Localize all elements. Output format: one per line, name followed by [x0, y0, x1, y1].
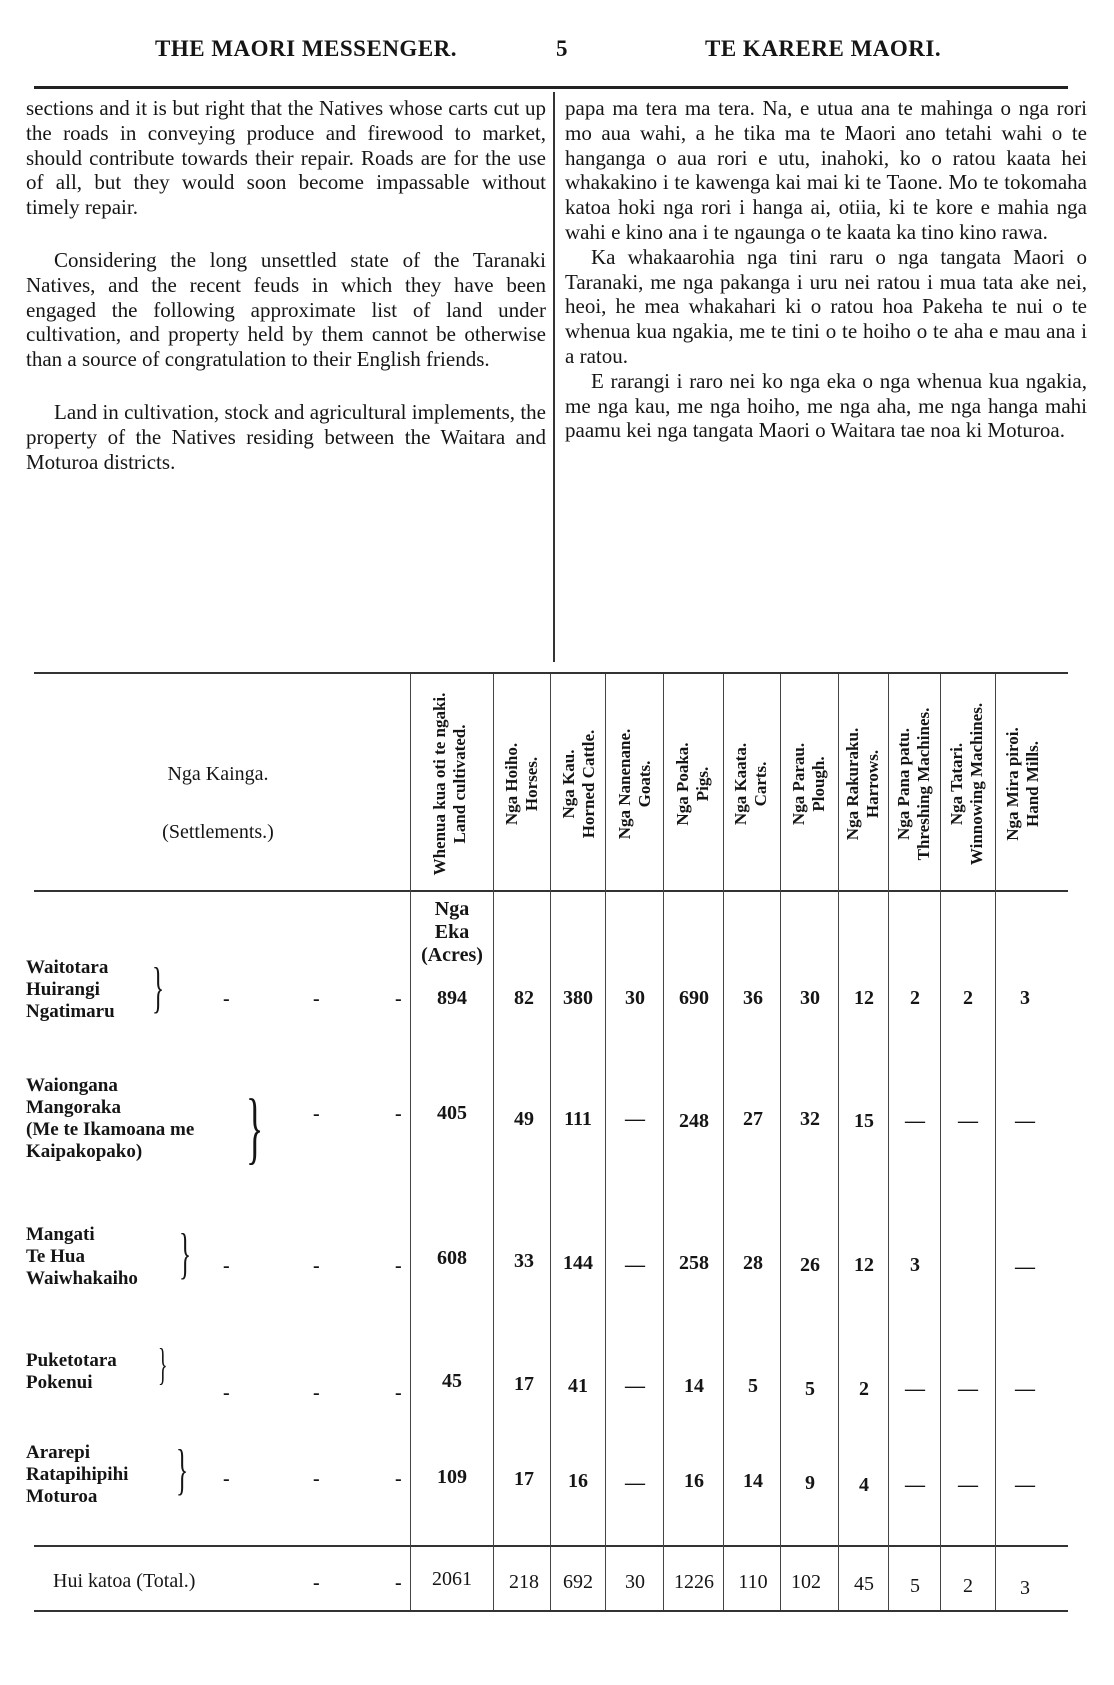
- column-header-english: Winnowing Machines.: [967, 702, 986, 865]
- column-header-maori: Nga Hoiho.: [502, 742, 521, 825]
- cell-threshing: —: [905, 1474, 925, 1496]
- cell-horses: 17: [514, 1468, 534, 1490]
- column-header-winnowing: [940, 686, 994, 881]
- page-number: 5: [556, 36, 568, 61]
- cell-mills: —: [1015, 1256, 1035, 1278]
- total-harrows: 45: [854, 1573, 874, 1595]
- cell-land: 45: [442, 1370, 462, 1392]
- english-paragraph-3: Land in cultivation, stock and agricultural implements, the property of the Natives residing between the Waitara and Moturoa districts.: [26, 399, 546, 474]
- column-header-maori: Whenua kua oti te ngaki.: [430, 692, 449, 875]
- leader-dash: -: [395, 1382, 402, 1404]
- cell-winnowing: 2: [963, 987, 973, 1009]
- settlement-group-2: [26, 1075, 194, 1163]
- column-header-english: Horned Cattle.: [579, 729, 598, 838]
- leader-dash: -: [223, 1255, 230, 1277]
- leader-dash: -: [313, 1468, 320, 1490]
- total-mills: 3: [1020, 1577, 1030, 1599]
- table-header-rule: [34, 890, 1068, 892]
- cell-pigs: 258: [679, 1252, 709, 1274]
- cell-mills: 3: [1020, 987, 1030, 1009]
- column-header-maori: Nga Nanenane.: [615, 728, 634, 839]
- total-horses: 218: [509, 1571, 539, 1593]
- settlements-header-maori: Nga Kainga.: [167, 763, 269, 785]
- column-header-harrows: [836, 686, 890, 881]
- cell-horses: 82: [514, 987, 534, 1009]
- english-column: [26, 96, 546, 474]
- total-pigs: 1226: [674, 1571, 714, 1593]
- column-header-english: Horses.: [522, 756, 541, 811]
- settlement-name: Ratapihipihi: [26, 1464, 129, 1485]
- header-rule: [34, 86, 1068, 89]
- column-header-mills: [996, 686, 1050, 881]
- total-ploughs: 102: [791, 1571, 821, 1593]
- cell-goats: —: [625, 1472, 645, 1494]
- settlement-name: Huirangi: [26, 979, 100, 1000]
- column-header-cattle: [552, 686, 606, 881]
- brace-icon: }: [176, 1439, 189, 1501]
- column-header-maori: Nga Mira piroi.: [1003, 726, 1022, 841]
- total-carts: 110: [738, 1571, 768, 1593]
- settlement-group-4: [26, 1350, 117, 1394]
- cell-carts: 28: [743, 1252, 763, 1274]
- cell-harrows: 15: [854, 1110, 874, 1132]
- maori-paragraph-2: Ka whakaarohia nga tini raru o nga tangata Maori o Taranaki, me nga pakanga i uru nei ratou i mua tata ake nei, heoi, he mea whakahari ki o ratou hoa Pakeha te nui o te whenua kua ngakia, me te tini o te hoiho o te aha e mau ana i a ratou.: [565, 244, 1087, 368]
- settlement-name: Waiongana: [26, 1075, 118, 1096]
- cell-land: 109: [437, 1466, 467, 1488]
- masthead-english: THE MAORI MESSENGER.: [155, 36, 458, 61]
- column-separator: [553, 92, 555, 662]
- table-top-rule: [34, 672, 1068, 674]
- cell-pigs: 14: [684, 1375, 704, 1397]
- cell-cattle: 16: [568, 1470, 588, 1492]
- unit-english: (Acres): [421, 944, 483, 966]
- leader-dash: -: [313, 1382, 320, 1404]
- leader-dash: -: [313, 988, 320, 1010]
- column-header-english: Harrows.: [863, 749, 882, 818]
- column-header-english: Land cultivated.: [450, 723, 469, 844]
- column-header-english: Plough.: [809, 755, 828, 812]
- cell-mills: —: [1015, 1378, 1035, 1400]
- cell-cattle: 380: [563, 987, 593, 1009]
- leader-dash: -: [313, 1255, 320, 1277]
- unit-maori: Nga: [434, 898, 470, 920]
- settlement-name: Waitotara: [26, 957, 109, 978]
- table-total-rule: [34, 1545, 1068, 1547]
- column-header-english: Threshing Machines.: [914, 707, 933, 860]
- masthead-maori: TE KARERE MAORI.: [705, 36, 942, 61]
- settlement-group-5: [26, 1442, 128, 1508]
- cell-carts: 36: [743, 987, 763, 1009]
- table-column-divider: [410, 674, 411, 1610]
- cell-cattle: 144: [563, 1252, 593, 1274]
- leader-dash: -: [395, 1255, 402, 1277]
- cell-cattle: 111: [564, 1108, 592, 1130]
- settlements-header: [138, 745, 298, 861]
- column-header-maori: Nga Poaka.: [673, 741, 692, 826]
- acres-unit-label: [413, 898, 491, 967]
- cell-goats: 30: [625, 987, 645, 1009]
- cell-ploughs: 30: [800, 987, 820, 1009]
- cell-threshing: —: [905, 1110, 925, 1132]
- cell-ploughs: 32: [800, 1108, 820, 1130]
- cell-goats: —: [625, 1108, 645, 1130]
- settlement-name: Te Hua: [26, 1246, 85, 1267]
- column-header-english: Goats.: [635, 760, 654, 807]
- cell-harrows: 12: [854, 1254, 874, 1276]
- settlement-name: Ararepi: [26, 1442, 91, 1463]
- maori-paragraph-3: E rarangi i raro nei ko nga eka o nga whenua kua ngakia, me nga kau, me nga hoiho, me nga aha, me nga hanga mahi paamu kei nga tangata Maori o Waitara tae noa ki Moturoa.: [565, 368, 1087, 443]
- total-cattle: 692: [563, 1571, 593, 1593]
- unit-maori-eka: Eka: [434, 921, 470, 943]
- settlement-group-1: [26, 957, 115, 1023]
- cell-mills: —: [1015, 1474, 1035, 1496]
- cell-pigs: 690: [679, 987, 709, 1009]
- leader-dash: -: [395, 1468, 402, 1490]
- total-threshing: 5: [910, 1575, 920, 1597]
- cell-cattle: 41: [568, 1375, 588, 1397]
- cell-carts: 27: [743, 1108, 763, 1130]
- leader-dash: -: [223, 1382, 230, 1404]
- cell-ploughs: 5: [805, 1378, 815, 1400]
- english-paragraph-1: sections and it is but right that the Natives whose carts cut up the roads in conveying produce and firewood to market, should contribute towards their repair. Roads are for the use of all, but they would soon become impassable without timely repair.: [26, 96, 546, 220]
- leader-dash: -: [223, 1468, 230, 1490]
- cell-ploughs: 26: [800, 1254, 820, 1276]
- cell-harrows: 4: [859, 1474, 869, 1496]
- table-bottom-rule: [34, 1610, 1068, 1612]
- cell-horses: 17: [514, 1373, 534, 1395]
- column-header-maori: Nga Pana patu.: [894, 727, 913, 840]
- cell-horses: 49: [514, 1108, 534, 1130]
- cell-land: 405: [437, 1102, 467, 1124]
- column-header-pigs: [666, 686, 720, 881]
- settlement-name: Kaipakopako): [26, 1141, 143, 1162]
- leader-dash: -: [395, 1103, 402, 1125]
- total-land: 2061: [432, 1568, 472, 1590]
- leader-dash: -: [223, 988, 230, 1010]
- column-header-maori: Nga Tatari.: [947, 742, 966, 825]
- column-header-english: Carts.: [751, 761, 770, 806]
- cell-threshing: 3: [910, 1254, 920, 1276]
- leader-dash: -: [313, 1572, 320, 1594]
- cell-threshing: 2: [910, 987, 920, 1009]
- maori-paragraph-1: papa ma tera ma tera. Na, e utua ana te mahinga o nga rori mo aua wahi, a he tika ma te Maori ano tetahi wahi o te hanganga o aua rori e utu, inahoki, ko o ratou kaata hei whakakino i te kawenga kai mai ki te Taone. Mo te tokomaha katoa hoki nga rori i hanga ai, otiia, ki te kore e mahia nga wahi e kino ana i te ngaunga o te kaata ka tino kino rawa.: [565, 96, 1087, 244]
- settlement-name: Waiwhakaiho: [26, 1268, 138, 1289]
- cell-winnowing: —: [958, 1474, 978, 1496]
- cell-goats: —: [625, 1254, 645, 1276]
- brace-icon: }: [158, 1340, 168, 1389]
- cell-carts: 14: [743, 1470, 763, 1492]
- settlement-group-3: [26, 1224, 138, 1290]
- brace-icon: }: [246, 1084, 264, 1172]
- column-header-english: Hand Mills.: [1023, 740, 1042, 827]
- column-header-ploughs: [782, 686, 836, 881]
- column-header-threshing: [887, 686, 941, 881]
- brace-icon: }: [152, 957, 165, 1019]
- settlements-header-english: (Settlements.): [162, 821, 274, 843]
- column-header-maori: Nga Kaata.: [731, 742, 750, 825]
- cell-threshing: —: [905, 1378, 925, 1400]
- cell-harrows: 2: [859, 1378, 869, 1400]
- maori-column: [565, 96, 1087, 443]
- cell-land: 894: [437, 987, 467, 1009]
- cell-ploughs: 9: [805, 1472, 815, 1494]
- settlement-name: Ngatimaru: [26, 1001, 115, 1022]
- column-header-english: Pigs.: [693, 766, 712, 801]
- column-header-land: [423, 686, 477, 881]
- cell-goats: —: [625, 1375, 645, 1397]
- settlement-name: Mangoraka: [26, 1097, 121, 1118]
- total-label: Hui katoa (Total.): [53, 1570, 196, 1592]
- cell-horses: 33: [514, 1250, 534, 1272]
- english-paragraph-2: Considering the long unsettled state of the Taranaki Natives, and the recent feuds in which they have been engaged the following approximate list of land under cultivation, and property held by them cannot be otherwise than a source of congratulation to their English friends.: [26, 247, 546, 372]
- settlement-name: Mangati: [26, 1224, 95, 1245]
- cell-land: 608: [437, 1247, 467, 1269]
- column-header-maori: Nga Rakuraku.: [843, 727, 862, 840]
- leader-dash: -: [395, 988, 402, 1010]
- column-header-maori: Nga Parau.: [789, 742, 808, 825]
- cell-harrows: 12: [854, 987, 874, 1009]
- cell-carts: 5: [748, 1375, 758, 1397]
- cell-mills: —: [1015, 1110, 1035, 1132]
- settlement-name: (Me te Ikamoana me: [26, 1119, 195, 1140]
- total-winnowing: 2: [963, 1575, 973, 1597]
- brace-icon: }: [179, 1223, 192, 1285]
- leader-dash: -: [313, 1103, 320, 1125]
- cell-winnowing: —: [958, 1378, 978, 1400]
- settlement-name: Puketotara: [26, 1350, 117, 1371]
- column-header-carts: [724, 686, 778, 881]
- leader-dash: -: [395, 1572, 402, 1594]
- column-header-horses: [495, 686, 549, 881]
- cell-winnowing: —: [958, 1110, 978, 1132]
- settlement-name: Moturoa: [26, 1486, 98, 1507]
- column-header-maori: Nga Kau.: [559, 749, 578, 818]
- cell-pigs: 248: [679, 1110, 709, 1132]
- cell-pigs: 16: [684, 1470, 704, 1492]
- total-goats: 30: [625, 1571, 645, 1593]
- settlement-name: Pokenui: [26, 1372, 93, 1393]
- column-header-goats: [608, 686, 662, 881]
